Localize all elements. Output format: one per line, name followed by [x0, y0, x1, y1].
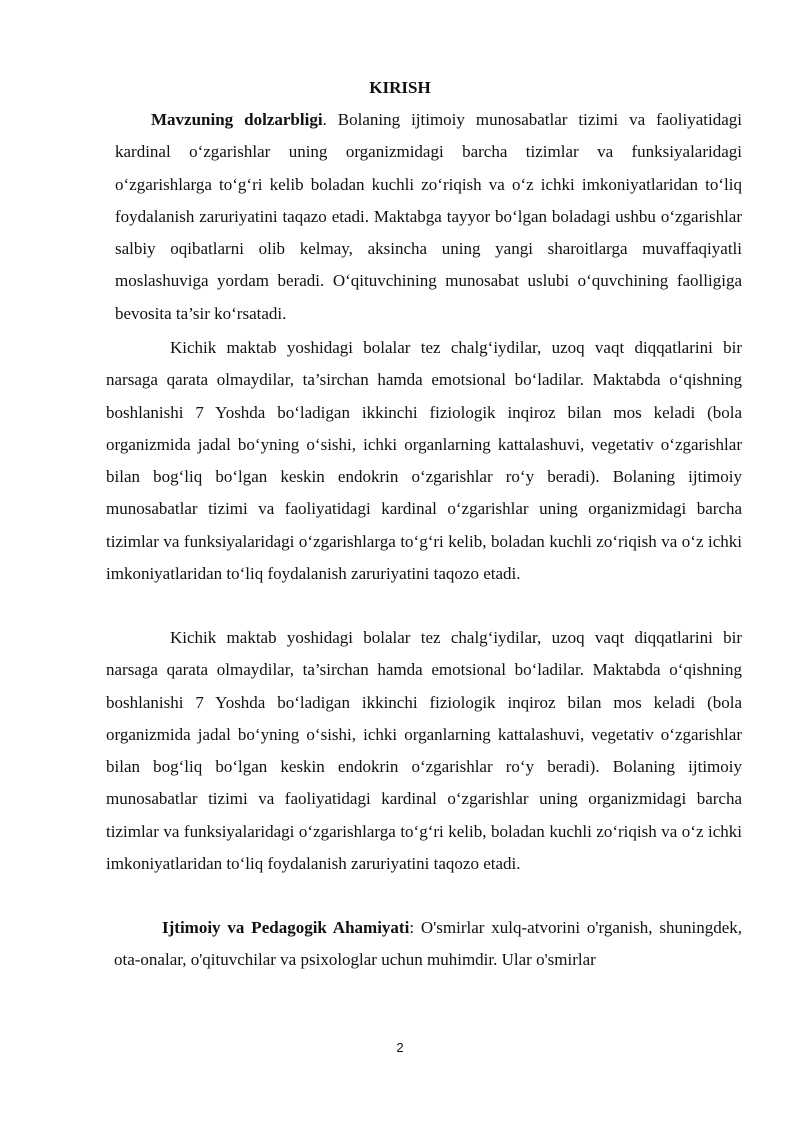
section-title: KIRISH — [369, 78, 431, 97]
paragraph-text: Kichik maktab yoshidagi bolalar tez chalg‘iydilar, uzoq vaqt diqqatlarini bir narsaga qarata olmaydilar, ta’sirchan hamda emotsional bo‘ladilar. Maktabda o‘qishning boshlanishi 7 Yoshda bo‘ladigan ikkinchi fiziologik inqiroz bilan mos keladi (bola organizmida jadal bo‘yning o‘sishi, ichki organlarning kattalashuvi, vegetativ o‘zgarishlar bilan bog‘liq bo‘lgan keskin endokrin o‘zgarishlar ro‘y beradi). Bolaning ijtimoiy munosabatlar tizimi va faoliyatidagi kardinal o‘zgarishlar uning organizmidagi barcha tizimlar va funksiyalaridagi o‘zgarishlarga to‘g‘ri kelib, boladan kuchli zo‘riqish va o‘z ichki imkoniyatlaridan to‘liq foydalanish zaruriyatini taqozo etadi. — [106, 338, 742, 584]
paragraph-relevance — [115, 104, 742, 330]
paragraph-text: . Bolaning ijtimoiy munosabatlar tizimi va faoliyatidagi kardinal o‘zgarishlar uning organizmidagi barcha tizimlar va funksiyalaridagi o‘zgarishlarga to‘g‘ri kelib boladan kuchli zo‘riqish va o‘z ichki imkoniyatlaridan to‘liq foydalanish zaruriyatini taqazo etadi. Maktabga tayyor bo‘lgan boladagi ushbu o‘zgarishlar salbiy oqibatlarni olib kelmay, aksincha uning yangi sharoitlarga muvaffaqiyatli moslashuviga yordam beradi. O‘qituvchining munosabat uslubi o‘quvchining faolligiga bevosita ta’sir ko‘rsatadi. — [115, 110, 742, 323]
paragraph-significance — [114, 912, 742, 977]
paragraph-text: Kichik maktab yoshidagi bolalar tez chalg‘iydilar, uzoq vaqt diqqatlarini bir narsaga qarata olmaydilar, ta’sirchan hamda emotsional bo‘ladilar. Maktabda o‘qishning boshlanishi 7 Yoshda bo‘ladigan ikkinchi fiziologik inqiroz bilan mos keladi (bola organizmida jadal bo‘yning o‘sishi, ichki organlarning kattalashuvi, vegetativ o‘zgarishlar bilan bog‘liq bo‘lgan keskin endokrin o‘zgarishlar ro‘y beradi). Bolaning ijtimoiy munosabatlar tizimi va faoliyatidagi kardinal o‘zgarishlar uning organizmidagi barcha tizimlar va funksiyalaridagi o‘zgarishlarga to‘g‘ri kelib, boladan kuchli zo‘riqish va o‘z ichki imkoniyatlaridan to‘liq foydalanish zaruriyatini taqozo etadi. — [106, 628, 742, 874]
paragraph-body-1 — [106, 332, 742, 590]
paragraph-text: : O'smirlar xulq-atvorini o'rganish, shuningdek, ota-onalar, o'qituvchilar va psixologlar uchun muhimdir. Ular o'smirlar — [114, 918, 742, 970]
paragraph-body-2 — [106, 622, 742, 880]
page-number: 2 — [396, 1040, 404, 1055]
paragraph-lead: Ijtimoiy va Pedagogik Ahamiyati — [162, 918, 410, 937]
paragraph-lead: Mavzuning dolzarbligi — [151, 110, 323, 129]
